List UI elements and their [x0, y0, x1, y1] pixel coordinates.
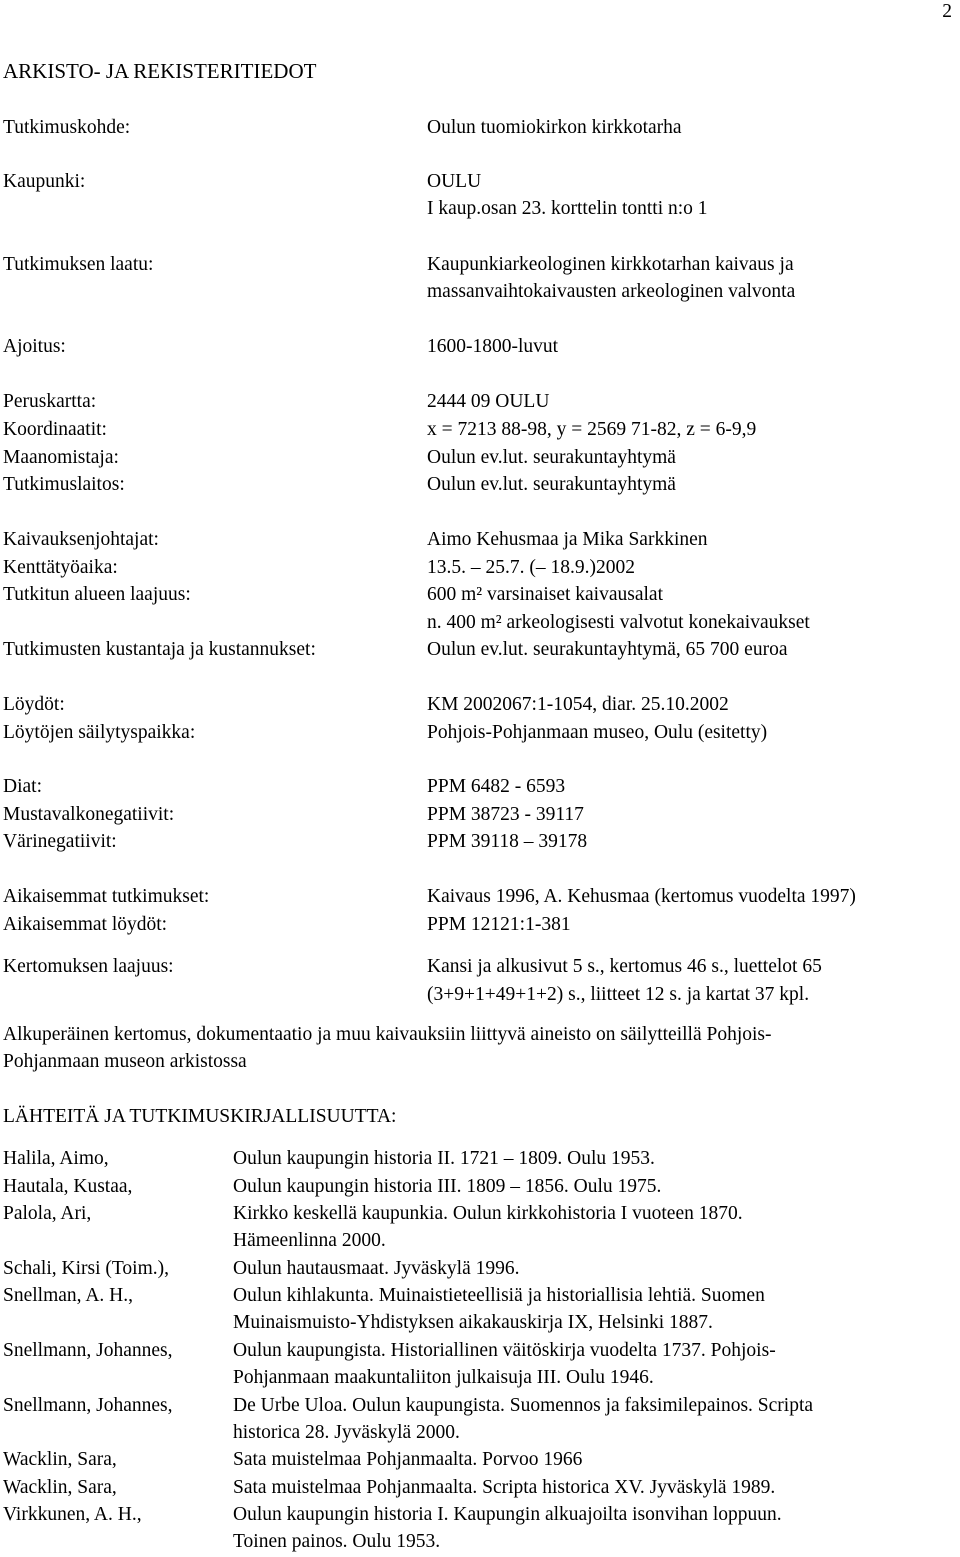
field-label: Tutkimusten kustantaja ja kustannukset: — [3, 639, 316, 660]
field-value: Kaivaus 1996, A. Kehusmaa (kertomus vuodelta 1997) — [427, 886, 856, 907]
section-heading: ARKISTO- JA REKISTERITIEDOT — [3, 59, 317, 83]
field-label: Tutkimuskohde: — [3, 117, 131, 138]
field-value: 13.5. – 25.7. (– 18.9.)2002 — [427, 557, 635, 578]
field-label: Maanomistaja: — [3, 447, 119, 468]
source-title: Oulun kaupungista. Historiallinen väitöskirja vuodelta 1737. Pohjois- — [233, 1340, 776, 1361]
source-title: Sata muistelmaa Pohjanmaalta. Scripta historica XV. Jyväskylä 1989. — [233, 1477, 776, 1498]
field-label: Aikaisemmat löydöt: — [3, 914, 168, 935]
source-title: Oulun kaupungin historia II. 1721 – 1809. Oulu 1953. — [233, 1148, 655, 1169]
field-label: Tutkitun alueen laajuus: — [3, 584, 191, 605]
field-label: Tutkimuksen laatu: — [3, 254, 154, 275]
field-value: I kaup.osan 23. korttelin tontti n:o 1 — [427, 198, 708, 219]
source-author: Schali, Kirsi (Toim.), — [3, 1258, 169, 1279]
source-author: Halila, Aimo, — [3, 1148, 109, 1169]
field-value: PPM 38723 - 39117 — [427, 804, 584, 825]
field-value: Oulun ev.lut. seurakuntayhtymä, 65 700 euroa — [427, 639, 788, 660]
field-value: Oulun ev.lut. seurakuntayhtymä — [427, 447, 676, 468]
source-author: Wacklin, Sara, — [3, 1449, 117, 1470]
field-value: Pohjois-Pohjanmaan museo, Oulu (esitetty) — [427, 722, 768, 743]
source-author: Wacklin, Sara, — [3, 1477, 117, 1498]
field-value: PPM 12121:1-381 — [427, 914, 571, 935]
source-author: Snellmann, Johannes, — [3, 1395, 173, 1416]
source-title: Oulun kaupungin historia III. 1809 – 1856. Oulu 1975. — [233, 1176, 662, 1197]
field-label: Mustavalkonegatiivit: — [3, 804, 175, 825]
field-value: 1600-1800-luvut — [427, 336, 559, 357]
field-label: Ajoitus: — [3, 336, 66, 357]
field-value: KM 2002067:1-1054, diar. 25.10.2002 — [427, 694, 729, 715]
field-value: massanvaihtokaivausten arkeologinen valvonta — [427, 281, 796, 302]
sources-heading: LÄHTEITÄ JA TUTKIMUSKIRJALLISUUTTA: — [3, 1106, 397, 1127]
page-number: 2 — [942, 1, 952, 22]
field-value: 600 m² varsinaiset kaivausalat — [427, 584, 663, 605]
field-value: PPM 39118 – 39178 — [427, 831, 588, 852]
field-label: Kenttätyöaika: — [3, 557, 118, 578]
field-label: Kaupunki: — [3, 171, 86, 192]
source-author: Hautala, Kustaa, — [3, 1176, 133, 1197]
field-value: Kaupunkiarkeologinen kirkkotarhan kaivaus ja — [427, 254, 794, 275]
field-label: Koordinaatit: — [3, 419, 107, 440]
field-value: (3+9+1+49+1+2) s., liitteet 12 s. ja kartat 37 kpl. — [427, 984, 810, 1005]
source-title: Toinen painos. Oulu 1953. — [233, 1531, 441, 1552]
source-author: Snellmann, Johannes, — [3, 1340, 173, 1361]
field-label: Tutkimuslaitos: — [3, 474, 125, 495]
source-title: Oulun kaupungin historia I. Kaupungin alkuajoilta isonvihan loppuun. — [233, 1504, 782, 1525]
source-author: Snellman, A. H., — [3, 1285, 133, 1306]
field-value: Oulun tuomiokirkon kirkkotarha — [427, 117, 682, 138]
source-author: Virkkunen, A. H., — [3, 1504, 142, 1525]
field-label: Värinegatiivit: — [3, 831, 117, 852]
source-title: Hämeenlinna 2000. — [233, 1230, 386, 1251]
field-label: Löydöt: — [3, 694, 65, 715]
field-label: Löytöjen säilytyspaikka: — [3, 722, 196, 743]
source-author: Palola, Ari, — [3, 1203, 92, 1224]
field-value: Oulun ev.lut. seurakuntayhtymä — [427, 474, 676, 495]
source-title: Pohjanmaan maakuntaliiton julkaisuja III. Oulu 1946. — [233, 1367, 654, 1388]
field-value: 2444 09 OULU — [427, 391, 550, 412]
field-value: n. 400 m² arkeologisesti valvotut konekaivaukset — [427, 612, 810, 633]
source-title: Kirkko keskellä kaupunkia. Oulun kirkkohistoria I vuoteen 1870. — [233, 1203, 743, 1224]
field-value: Aimo Kehusmaa ja Mika Sarkkinen — [427, 529, 708, 550]
field-value: OULU — [427, 171, 482, 192]
field-value: Kansi ja alkusivut 5 s., kertomus 46 s., luettelot 65 — [427, 956, 822, 977]
field-label: Kertomuksen laajuus: — [3, 956, 174, 977]
field-label: Aikaisemmat tutkimukset: — [3, 886, 210, 907]
field-label: Diat: — [3, 776, 42, 797]
archive-note: Pohjanmaan museon arkistossa — [3, 1051, 247, 1072]
field-label: Kaivauksenjohtajat: — [3, 529, 159, 550]
field-value: x = 7213 88-98, y = 2569 71-82, z = 6-9,9 — [427, 419, 757, 440]
source-title: historica 28. Jyväskylä 2000. — [233, 1422, 460, 1443]
source-title: Sata muistelmaa Pohjanmaalta. Porvoo 1966 — [233, 1449, 583, 1470]
field-label: Peruskartta: — [3, 391, 97, 412]
source-title: Oulun hautausmaat. Jyväskylä 1996. — [233, 1258, 520, 1279]
source-title: Oulun kihlakunta. Muinaistieteellisiä ja historiallisia lehtiä. Suomen — [233, 1285, 765, 1306]
source-title: Muinaismuisto-Yhdistyksen aikakauskirja IX, Helsinki 1887. — [233, 1312, 713, 1333]
field-value: PPM 6482 - 6593 — [427, 776, 566, 797]
source-title: De Urbe Uloa. Oulun kaupungista. Suomennos ja faksimilepainos. Scripta — [233, 1395, 814, 1416]
archive-note: Alkuperäinen kertomus, dokumentaatio ja muu kaivauksiin liittyvä aineisto on säilytteillä Pohjois- — [3, 1024, 772, 1045]
